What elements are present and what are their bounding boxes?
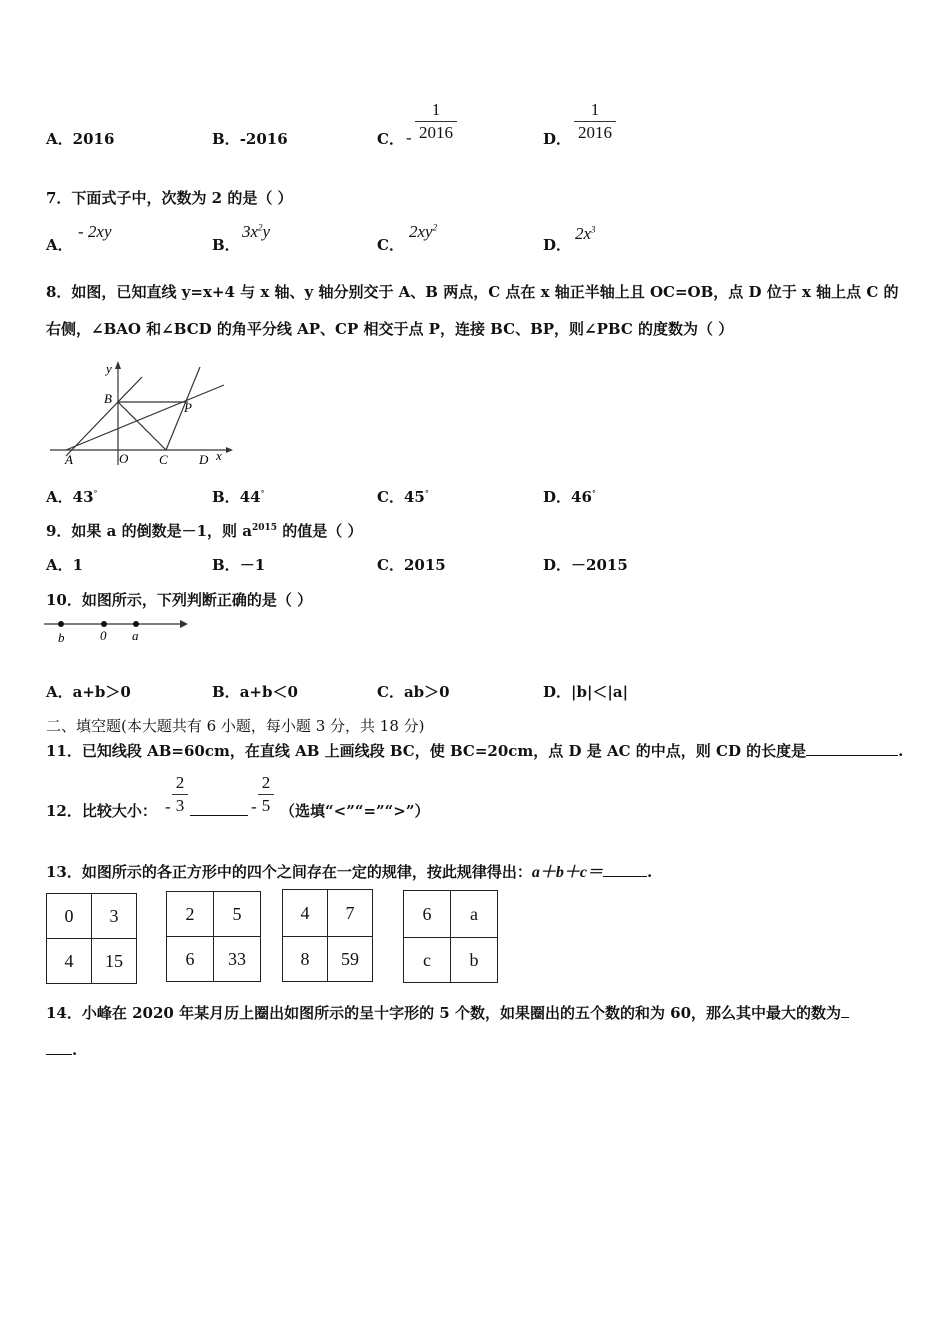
numerator: 2	[175, 773, 185, 792]
label-b: b	[58, 630, 65, 645]
option-letter: A．	[46, 130, 73, 148]
q6-c-sign: -	[406, 128, 412, 147]
stem-end: .	[898, 742, 904, 760]
q10-option-b	[212, 681, 298, 702]
square-cell: 33	[214, 937, 261, 982]
denominator: 2016	[419, 123, 453, 142]
square-cell: 4	[47, 939, 92, 984]
stem-text: 11．已知线段 AB=60cm，在直线 AB 上画线段 BC，使 BC=20cm，点 D 是 AC 的中点，则 CD 的长度是	[46, 742, 807, 760]
option-value: 2016	[72, 130, 115, 148]
q6-option-b	[212, 128, 288, 149]
option-letter: B．	[212, 556, 240, 574]
q8-stem-line1: 8．如图，已知直线 y=x+4 与 x 轴、y 轴分别交于 A、B 两点，C 点在 x 轴正半轴上且 OC=OB，点 D 位于 x 轴上点 C 的	[46, 283, 899, 301]
option-value: 46	[571, 488, 592, 506]
option-value: a+b＞0	[72, 683, 131, 701]
q7-option-d	[543, 234, 571, 255]
label-o: O	[119, 451, 129, 466]
option-letter: D．	[543, 130, 572, 148]
q7-b-expr	[242, 222, 270, 242]
stem-text: 9．如果 a 的倒数是－1，则 a	[46, 522, 252, 540]
q12-label: 12．比较大小：	[46, 802, 157, 820]
label-d: D	[199, 452, 209, 467]
q12-frac1-sign: -	[165, 797, 171, 816]
numerator: 2	[261, 773, 271, 792]
stem-text-end: 的值是（ ）	[277, 522, 363, 540]
option-letter: A．	[46, 683, 73, 701]
q8-option-c	[377, 486, 429, 507]
answer-blank	[603, 862, 647, 877]
q6-option-a	[46, 128, 114, 149]
y-axis-arrow	[115, 361, 121, 369]
q13-square-1	[46, 893, 137, 984]
square-cell: b	[451, 938, 498, 983]
point-a	[133, 621, 139, 627]
q13-square-2	[166, 891, 261, 982]
stem-text: 13．如图所示的各正方形中的四个之间存在一定的规律，按此规律得出：	[46, 863, 532, 881]
answer-blank-start	[841, 1003, 849, 1018]
point-b	[58, 621, 64, 627]
label-y: y	[106, 361, 112, 376]
q6-c-fraction	[415, 100, 457, 143]
q7-c-expr	[409, 222, 437, 242]
option-value: 2015	[403, 556, 446, 574]
q10-option-d	[543, 681, 628, 702]
square-cell: 2	[167, 892, 214, 937]
option-value: －1	[239, 556, 266, 574]
option-letter: A．	[46, 488, 73, 506]
line-ap	[66, 385, 224, 450]
expr-base: 2x	[575, 224, 592, 243]
option-letter: C．	[377, 236, 404, 254]
expr-exponent: 3	[591, 224, 596, 235]
option-letter: A．	[46, 556, 73, 574]
q8-option-a	[46, 486, 98, 507]
option-letter: A．	[46, 236, 73, 254]
option-value: ab＞0	[403, 683, 450, 701]
fraction-bar	[258, 794, 274, 795]
x-axis-arrow	[226, 447, 233, 453]
stem-end: .	[647, 863, 653, 881]
square-cell: 8	[283, 937, 328, 982]
q13-square-4	[403, 890, 498, 983]
q6-option-c	[377, 128, 404, 149]
q7-option-c	[377, 234, 404, 255]
option-value: －2015	[571, 556, 628, 574]
q9-option-a	[46, 554, 83, 575]
q12-frac2-sign: -	[251, 797, 257, 816]
degree-symbol: °	[591, 489, 596, 498]
q8-option-d	[543, 486, 596, 507]
q8-geometry-figure	[44, 357, 234, 469]
q12-hint: （选填“<”“=”“>”）	[280, 802, 430, 820]
square-cell: 6	[167, 937, 214, 982]
fraction-bar	[172, 794, 188, 795]
square-cell: 59	[328, 937, 373, 982]
square-cell: 3	[92, 894, 137, 939]
point-zero	[101, 621, 107, 627]
degree-symbol: °	[260, 489, 265, 498]
line-cp	[166, 367, 200, 450]
label-zero: 0	[100, 628, 107, 643]
option-letter: C．	[377, 130, 404, 148]
option-letter: C．	[377, 556, 404, 574]
option-letter: D．	[543, 236, 572, 254]
label-p: P	[184, 400, 192, 415]
q8-stem-line2: 右侧，∠BAO 和∠BCD 的角平分线 AP、CP 相交于点 P，连接 BC、BP，则∠PBC 的度数为（ ）	[46, 320, 734, 338]
label-a: a	[132, 628, 139, 643]
q13-stem	[46, 859, 652, 882]
q12-answer-blank	[190, 801, 248, 816]
q11-stem	[46, 740, 903, 761]
q6-option-d	[543, 128, 571, 149]
degree-symbol: °	[93, 489, 98, 498]
square-cell: 6	[404, 891, 451, 938]
option-letter: C．	[377, 488, 404, 506]
expr-base: 2xy	[409, 222, 433, 241]
expr-base: 3x	[242, 222, 259, 241]
expr-tail: y	[262, 222, 271, 241]
q9-stem	[46, 520, 363, 541]
numerator: 1	[431, 100, 441, 119]
answer-blank	[806, 741, 898, 756]
q9-option-b	[212, 554, 265, 575]
square-cell: 4	[283, 890, 328, 937]
q7-option-b	[212, 234, 240, 255]
denominator: 3	[175, 796, 185, 815]
fraction-bar	[415, 121, 457, 122]
label-c: C	[159, 452, 168, 467]
option-value: |b|＜|a|	[571, 683, 629, 701]
number-line-arrow	[180, 620, 188, 628]
option-letter: B．	[212, 236, 240, 254]
numerator: 1	[590, 100, 600, 119]
fraction-bar	[574, 121, 616, 122]
option-value: 44	[239, 488, 261, 506]
q12-fraction-2	[258, 773, 274, 816]
stem-text: 14．小峰在 2020 年某月历上圈出如图所示的呈十字形的 5 个数，如果圈出的五个数的和为 60，那么其中最大的数为	[46, 1004, 842, 1022]
q10-stem: 10．如图所示，下列判断正确的是（ ）	[46, 591, 313, 609]
option-letter: D．	[543, 556, 572, 574]
denominator: 5	[261, 796, 271, 815]
q10-number-line	[44, 614, 190, 646]
square-cell: 15	[92, 939, 137, 984]
line-ab	[66, 377, 142, 456]
q10-option-c	[377, 681, 450, 702]
section-2-title: 二、填空题(本大题共有 6 小题，每小题 3 分，共 18 分)	[46, 717, 425, 735]
q7-d-expr	[575, 224, 596, 244]
option-value: -2016	[239, 130, 288, 148]
square-cell: 7	[328, 890, 373, 937]
q6-d-fraction	[574, 100, 616, 143]
stem-exponent: 2015	[251, 523, 278, 533]
q9-option-c	[377, 554, 446, 575]
q7-option-a	[46, 234, 73, 255]
answer-blank-end	[46, 1040, 72, 1055]
option-letter: B．	[212, 130, 240, 148]
q10-option-a	[46, 681, 131, 702]
square-cell: 0	[47, 894, 92, 939]
label-b: B	[104, 391, 112, 406]
denominator: 2016	[578, 123, 612, 142]
expr-exponent: 2	[258, 222, 263, 233]
q14-stem-line2	[46, 1040, 77, 1059]
degree-symbol: °	[424, 489, 429, 498]
option-value: 45	[403, 488, 425, 506]
q7-stem: 7．下面式子中，次数为 2 的是（ ）	[46, 189, 293, 207]
square-cell: 5	[214, 892, 261, 937]
option-letter: D．	[543, 683, 572, 701]
q9-option-d	[543, 554, 628, 575]
q12-fraction-1	[172, 773, 188, 816]
stem-end: .	[72, 1041, 78, 1059]
option-value: 1	[72, 556, 84, 574]
option-value: 43	[72, 488, 94, 506]
label-x: x	[216, 448, 222, 463]
option-letter: B．	[212, 683, 240, 701]
square-cell: c	[404, 938, 451, 983]
q7-a-expr: - 2xy	[78, 222, 112, 241]
expr-exponent: 2	[432, 222, 438, 233]
option-value: a+b＜0	[239, 683, 298, 701]
q8-option-b	[212, 486, 265, 507]
stem-expression: a＋b＋c＝	[531, 864, 603, 881]
q14-stem-line1	[46, 1002, 849, 1023]
q13-square-3	[282, 889, 373, 982]
option-letter: C．	[377, 683, 404, 701]
option-letter: D．	[543, 488, 572, 506]
square-cell: a	[451, 891, 498, 938]
option-letter: B．	[212, 488, 240, 506]
label-a: A	[65, 452, 73, 467]
